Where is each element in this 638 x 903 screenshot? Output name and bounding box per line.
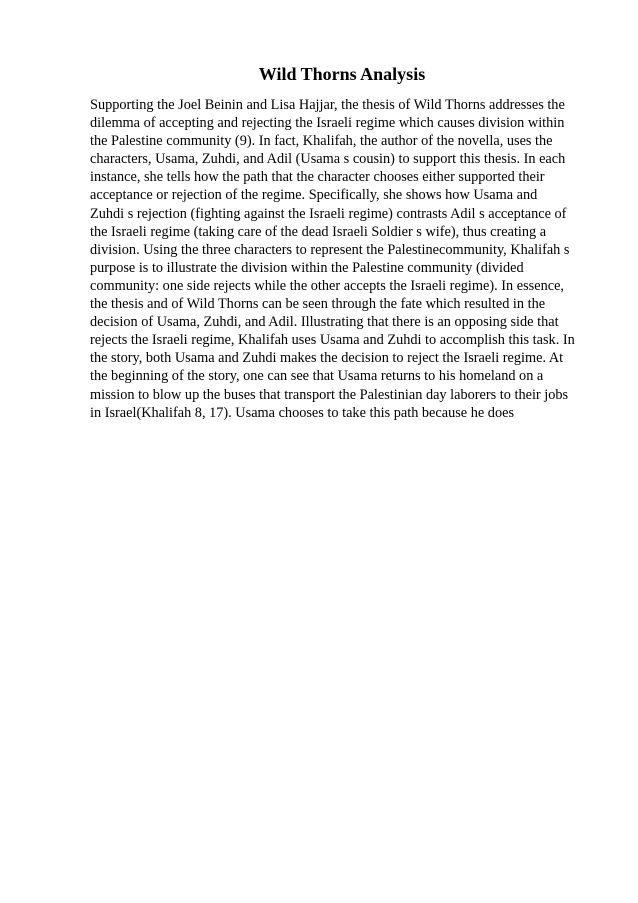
text-line: the Israeli regime (taking care of the dead Israeli Soldier s wife), thus creating a	[90, 223, 547, 240]
text-line: the Palestine community (9). In fact, Khalifah, the author of the novella, uses the	[90, 133, 553, 150]
text-line: the thesis and of Wild Thorns can be seen through the fate which resulted in the	[90, 296, 546, 313]
text-line: decision of Usama, Zuhdi, and Adil. Illustrating that there is an opposing side that	[90, 314, 559, 331]
text-line: characters, Usama, Zuhdi, and Adil (Usama s cousin) to support this thesis. In each	[90, 151, 566, 168]
text-line: acceptance or rejection of the regime. Specifically, she shows how Usama and	[90, 187, 538, 204]
text-line: in Israel(Khalifah 8, 17). Usama chooses to take this path because he does	[90, 404, 515, 421]
document-title: Wild Thorns Analysis	[258, 64, 426, 84]
text-line: Supporting the Joel Beinin and Lisa Hajjar, the thesis of Wild Thorns addresses the	[90, 97, 565, 113]
text-line: community: one side rejects while the other accepts the Israeli regime). In essence,	[90, 277, 564, 294]
text-line: division. Using the three characters to represent the Palestinecommunity, Khalifah s	[90, 241, 570, 258]
text-line: Zuhdi s rejection (fighting against the Israeli regime) contrasts Adil s acceptance of	[90, 205, 567, 222]
text-line: mission to blow up the buses that transport the Palestinian day laborers to their jobs	[90, 386, 569, 403]
text-line: the beginning of the story, one can see that Usama returns to his homeland on a	[90, 368, 544, 385]
text-line: purpose is to illustrate the division within the Palestine community (divided	[90, 259, 524, 276]
body-paragraph	[90, 96, 600, 422]
text-line: the story, both Usama and Zuhdi makes the decision to reject the Israeli regime. At	[90, 350, 564, 367]
text-line: rejects the Israeli regime, Khalifah uses Usama and Zuhdi to accomplish this task. In	[90, 332, 575, 349]
text-line: dilemma of accepting and rejecting the Israeli regime which causes division within	[90, 115, 565, 132]
text-line: instance, she tells how the path that the character chooses either supported their	[90, 169, 545, 186]
